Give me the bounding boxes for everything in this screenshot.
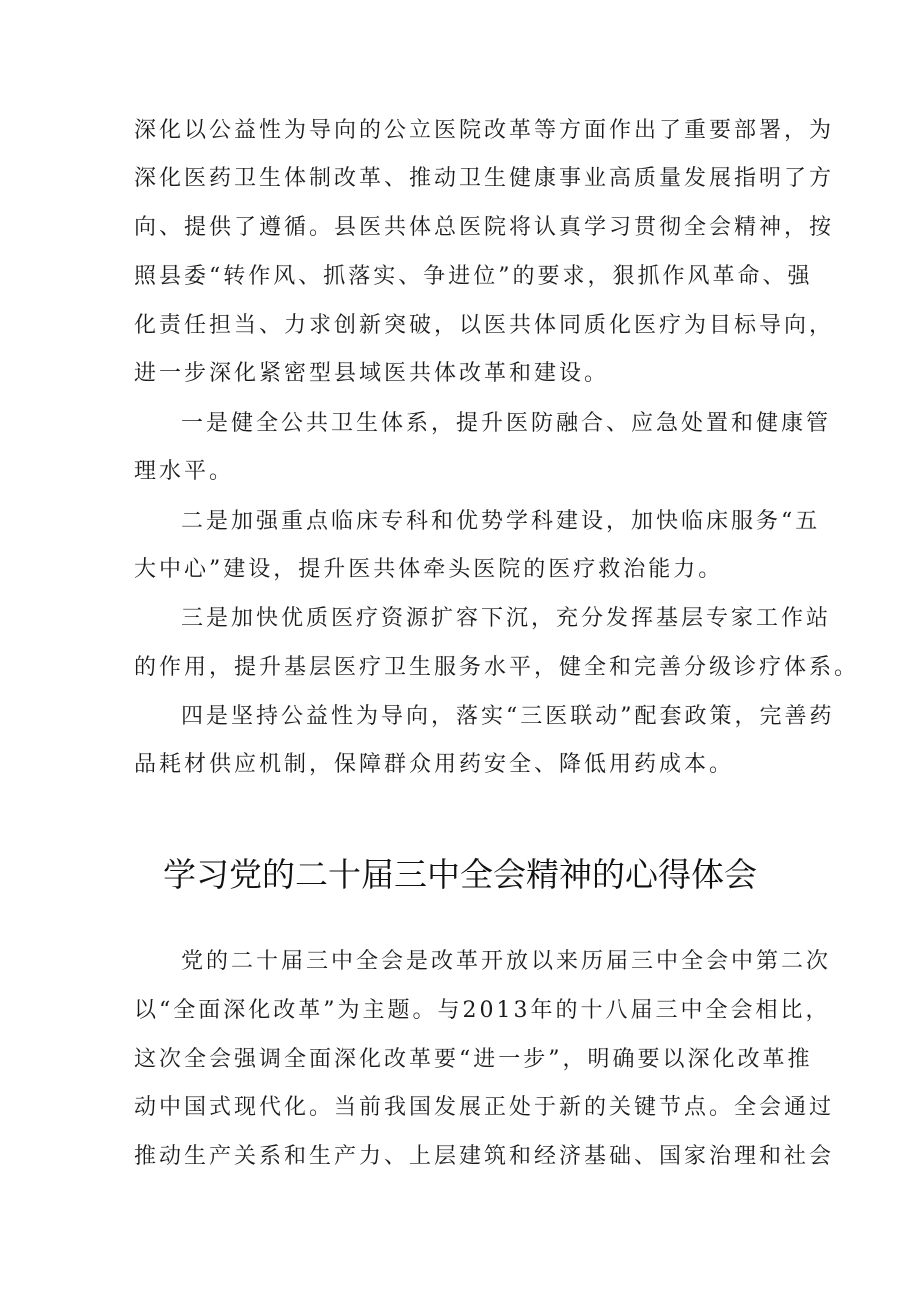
paragraph-line: 推动生产关系和生产力、上层建筑和经济基础、国家治理和社会 <box>134 1144 835 1169</box>
paragraph-line: 四是坚持公益性为导向，落实“三医联动”配套政策，完善药 <box>181 704 835 729</box>
paragraph-line: 照县委“转作风、抓落实、争进位”的要求，狠抓作风革命、强 <box>134 264 813 289</box>
paragraph-line: 的作用，提升基层医疗卫生服务水平，健全和完善分级诊疗体系。 <box>134 655 860 680</box>
paragraph-line: 深化医药卫生体制改革、推动卫生健康事业高质量发展指明了方 <box>134 166 835 191</box>
paragraph-line: 理水平。 <box>134 459 235 484</box>
paragraph-line: 进一步深化紧密型县域医共体改革和建设。 <box>134 361 610 386</box>
paragraph-line: 二是加强重点临床专科和优势学科建设，加快临床服务“五 <box>181 509 821 534</box>
paragraph-line: 品耗材供应机制，保障群众用药安全、降低用药成本。 <box>134 752 735 777</box>
paragraph-line: 这次全会强调全面深化改革要“进一步”，明确要以深化改革推 <box>134 1047 813 1072</box>
paragraph-line: 深化以公益性为导向的公立医院改革等方面作出了重要部署，为 <box>134 118 835 143</box>
paragraph-line: 一是健全公共卫生体系，提升医防融合、应急处置和健康管 <box>181 411 832 436</box>
paragraph-line: 以“全面深化改革”为主题。与2013年的十八届三中全会相比， <box>134 998 831 1023</box>
paragraph-line: 大中心”建设，提升医共体牵头医院的医疗救治能力。 <box>134 557 724 582</box>
section-title: 学习党的二十届三中全会精神的心得体会 <box>163 855 757 894</box>
paragraph-line: 三是加快优质医疗资源扩容下沉，充分发挥基层专家工作站 <box>181 606 832 631</box>
paragraph-line: 党的二十届三中全会是改革开放以来历届三中全会中第二次 <box>181 949 832 974</box>
paragraph-line: 动中国式现代化。当前我国发展正处于新的关键节点。全会通过 <box>134 1095 835 1120</box>
paragraph-line: 化责任担当、力求创新突破，以医共体同质化医疗为目标导向， <box>134 313 835 338</box>
paragraph-line: 向、提供了遵循。县医共体总医院将认真学习贯彻全会精神，按 <box>134 215 835 240</box>
